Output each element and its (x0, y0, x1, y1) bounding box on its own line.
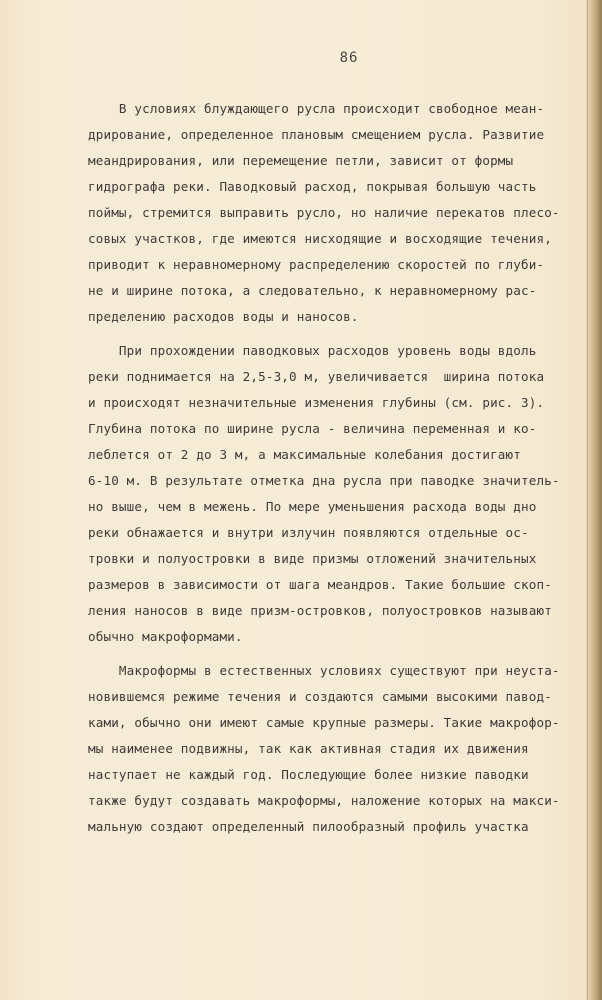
text-line: меандрирования, или перемещение петли, зависит от формы (88, 153, 514, 168)
text-line: новившемся режиме течения и создаются самыми высокими павод- (88, 689, 552, 704)
text-line: гидрографа реки. Паводковый расход, покрывая большую часть (88, 179, 537, 194)
text-line: Макроформы в естественных условиях существуют при неуста- (88, 663, 560, 678)
text-line: ками, обычно они имеют самые крупные размеры. Такие макрофор- (88, 715, 560, 730)
page-edge-line (587, 0, 588, 1000)
text-line: поймы, стремится выправить русло, но наличие перекатов плесо- (88, 205, 560, 220)
paragraph-gap (88, 330, 558, 338)
text-line: мы наименее подвижны, так как активная стадия их движения (88, 741, 529, 756)
paragraph-2 (88, 338, 558, 650)
text-line: мальную создают определенный пилообразный профиль участка (88, 819, 529, 834)
body-text (88, 96, 558, 840)
text-line: и происходят незначительные изменения глубины (см. рис. 3). (88, 395, 545, 410)
text-line: обычно макроформами. (88, 629, 243, 644)
text-line: ления наносов в виде призм-островков, полуостровков называют (88, 603, 552, 618)
text-line: не и ширине потока, а следовательно, к неравномерному рас- (88, 283, 537, 298)
paragraph-1 (88, 96, 558, 330)
page-number: 86 (339, 50, 359, 66)
text-line: размеров в зависимости от шага меандров. Такие большие скоп- (88, 577, 552, 592)
text-line: При прохождении паводковых расходов уровень воды вдоль (88, 343, 537, 358)
paragraph-3 (88, 658, 558, 840)
text-line: дрирование, определенное плановым смещением русла. Развитие (88, 127, 545, 142)
text-line: совых участков, где имеются нисходящие и восходящие течения, (88, 231, 552, 246)
text-line: леблется от 2 до 3 м, а максимальные колебания достигают (88, 447, 521, 462)
paragraph-gap (88, 650, 558, 658)
text-line: Глубина потока по ширине русла - величина переменная и ко- (88, 421, 537, 436)
text-line: В условиях блуждающего русла происходит свободное меан- (88, 101, 545, 116)
text-line: реки поднимается на 2,5-3,0 м, увеличивается ширина потока (88, 369, 545, 384)
text-line: пределению расходов воды и наносов. (88, 309, 359, 324)
text-line: реки обнажается и внутри излучин появляются отдельные ос- (88, 525, 529, 540)
text-line: приводит к неравномерному распределению скоростей по глуби- (88, 257, 545, 272)
text-line: тровки и полуостровки в виде призмы отложений значительных (88, 551, 537, 566)
text-line: также будут создавать макроформы, наложение которых на макси- (88, 793, 560, 808)
page-right-edge (586, 0, 602, 1000)
text-line: наступает не каждый год. Последующие более низкие паводки (88, 767, 529, 782)
text-line: но выше, чем в межень. По мере уменьшения расхода воды дно (88, 499, 537, 514)
text-line: 6-10 м. В результате отметка дна русла при паводке значитель- (88, 473, 560, 488)
